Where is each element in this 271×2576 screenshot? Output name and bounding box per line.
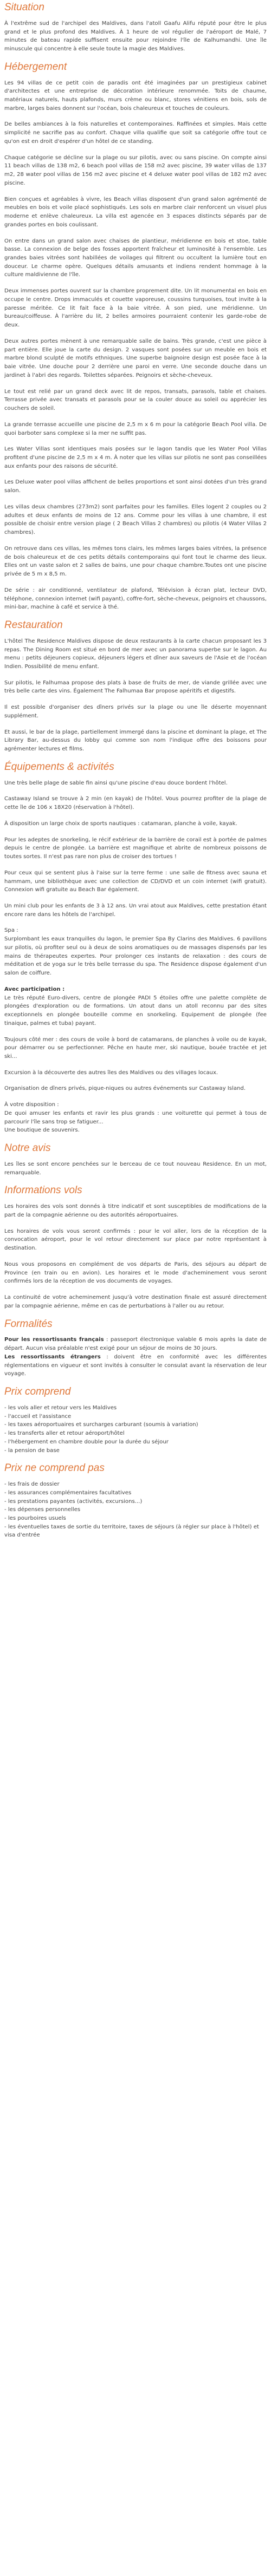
section-restauration: [4, 619, 267, 754]
paragraph: On entre dans un grand salon avec chaises de plantieur, méridienne en bois et stoe, table basse. La connexion de belge des fosses apportent fraîcheur et luminosité à l'ensemble. Les grandes baies vitrées sont habillées de voilages qui filtrent ou occultent la lumière tout en douceur. Le charme opère. Quelques détails amusants et indiens rendent hommage à la culture maldivienne de l'île.: [4, 238, 267, 278]
disposition-text: De quoi amuser les enfants et ravir les plus grands : une voiturette qui permet à tous de parcourir l'île sans trop se fatiguer...: [4, 1110, 267, 1125]
participation-text: Le très réputé Euro-divers, centre de plongée PADI 5 étoiles offre une palette complète de plongées d'exploration ou de formations. Un atout dans un atoll reconnu par des sites exceptionnels en plongée bouteille comme en snorkeling. Equipement de plongée (fee tinaique, palmes et tuba) payant.: [4, 995, 267, 1027]
section-title: Prix ne comprend pas: [4, 1462, 105, 1474]
formalite-text: : doivent être en conformité avec les différentes réglementations en vigueur et sont invités à consulter le consulat avant la réservation de leur voyage.: [4, 1354, 267, 1377]
formalite-text: : passeport électronique valable 6 mois après la date de départ. Aucun visa préalable n'est exigé pour un séjour de moins de 30 jours.: [4, 1337, 267, 1352]
section-title: Notre avis: [4, 1142, 51, 1154]
paragraph: Deux immenses portes ouvrent sur la chambre proprement dite. Un lit monumental en bois en occupe le centre. Drops immaculés et couette vaporeuse, coussins turquoises, tout invite à la paresse méritée. Ce lit fait face à la baie vitrée. À son pied, une méridienne. Un bureau/coiffeuse. À l'arrière du lit, 2 belles armoires pourraient contenir les garde-robe de deux.: [4, 288, 267, 329]
paragraph: Chaque catégorie se décline sur la plage ou sur pilotis, avec ou sans piscine. On compte ainsi 11 beach villas de 138 m2, 6 beach pool villas de 158 m2 avec piscine, 39 water villas de 137 m2, 28 water pool villas de 156 m2 avec piscine et 4 deluxe water pool villas de 182 m2 avec piscine.: [4, 154, 267, 186]
section-title: Formalités: [4, 1318, 53, 1330]
paragraph: La grande terrasse accueille une piscine de 2,5 m x 6 m pour la catégorie Beach Pool villa. De quoi barboter sans complexe si la mer ne suffit pas.: [4, 421, 267, 436]
paragraph: Les horaires de vols vous seront confirmés : pour le vol aller, lors de la réception de la convocation aéroport, pour le vol retour directement sur place par notre représentant à destination.: [4, 1228, 267, 1252]
section-equipements: [4, 761, 267, 1135]
section-title: Hébergement: [4, 61, 67, 73]
list-item: - les vols aller et retour vers les Maldives: [4, 1404, 267, 1413]
section-title: Prix comprend: [4, 1386, 71, 1398]
paragraph: Les îles se sont encore penchées sur le berceau de ce tout nouveau Residence. En un mot, remarquable.: [4, 1161, 267, 1176]
paragraph: Les 94 villas de ce petit coin de paradis ont été imaginées par un prestigieux cabinet d'architectes et une entreprise de décoration intérieure renommée. Toits de chaume, matériaux naturels, hauts plafonds, murs crème ou blanc, stores vénitiens en bois, sols de marbre, larges baies donnent sur l'océan, bois chaleureux et touches de couleurs.: [4, 80, 267, 112]
list-item: - les pourboires usuels: [4, 1514, 267, 1523]
paragraph: Les horaires des vols sont donnés à titre indicatif et sont susceptibles de modifications de la part de la compagnie aérienne ou des autorités aéroportuaires.: [4, 1204, 267, 1218]
paragraph: Sur pilotis, le Falhumaa propose des plats à base de fruits de mer, de viande grillée avec une très belle carte des vins. Également The Falhumaa Bar propose apéritifs et digestifs.: [4, 679, 267, 695]
spa-block: [4, 926, 267, 977]
list-item: - les transferts aller et retour aéroport/hôtel: [4, 1429, 267, 1438]
list-item: - les prestations payantes (activités, excursions...): [4, 1498, 267, 1506]
participation-label: Avec participation :: [4, 986, 65, 992]
paragraph: Nous vous proposons en complément de vos départs de Paris, des séjours au départ de Province (en train ou en avion). Les horaires et le mode d'acheminement vous seront confirmés lors de la réception de vos documents de voyages.: [4, 1261, 267, 1285]
paragraph: Les Water Villas sont identiques mais posées sur le lagon tandis que les Water Pool Villas profitent d'une piscine de 2,5 m x 4 m. À noter que les villas sur pilotis ne sont pas conseillées aux enfants pour des raisons de sécurité.: [4, 446, 267, 469]
list-item: - les assurances complémentaires facultatives: [4, 1489, 267, 1498]
list-item: - la pension de base: [4, 1447, 267, 1455]
section-title: Informations vols: [4, 1185, 82, 1197]
spa-label: Spa :: [4, 927, 18, 934]
paragraph: Les villas deux chambres (273m2) sont parfaites pour les familles. Elles logent 2 couples ou 2 adultes et deux enfants de moins de 12 ans. Comme pour les villas à une chambre, il est possible de choisir entre version plage ( 2 Beach Villas 2 chambres) ou pilotis (4 Water Villas 2 chambres).: [4, 504, 267, 536]
section-prix-comprend: [4, 1386, 267, 1455]
list-item: - les frais de dossier: [4, 1480, 267, 1489]
formalite-label: Pour les ressortissants français: [4, 1337, 104, 1343]
bullet-list: [4, 1404, 267, 1455]
paragraph: Excursion à la découverte des autres îles des Maldives ou des villages locaux.: [4, 1069, 218, 1076]
paragraph: De belles ambiances à la fois naturelles et contemporaines. Raffinées et simples. Mais cette simplicité ne sacrifie pas au confort. Chaque villa qualifie que soit sa catégorie offre tout ce qu'on est en droit d'espérer d'un hôtel de ce standing.: [4, 121, 267, 145]
participation-block: [4, 985, 267, 1028]
spa-text: Surplombant les eaux tranquilles du lagon, le premier Spa By Clarins des Maldives. 6 pavillons sur pilotis, où profiter seul ou à deux de soins aromatiques ou de massages dispensés par les mains de thérapeutes expertes. Pour prolonger ces instants de relaxation : des cours de méditation et de yoga sur le très belle terrasse du spa. The Residence dispose également d'un salon de coiffure.: [4, 936, 267, 977]
section-hebergement: [4, 61, 267, 612]
paragraph: Et aussi, le bar de la plage, partiellement immergé dans la piscine et dominant la plage, et The Library Bar, au-dessus du lobby qui comme son nom l'indique offre des boissons pour agrémenter lectures et films.: [4, 729, 267, 753]
list-item: - les éventuelles taxes de sortie du territoire, taxes de séjours (à régler sur place à l'hôtel) et visa d'entrée: [4, 1523, 267, 1540]
section-formalites: [4, 1318, 267, 1378]
paragraph: La continuité de votre acheminement jusqu'à votre destination finale est assuré directement par la compagnie aérienne, même en cas de perturbations à l'aller ou au retour.: [4, 1294, 267, 1309]
paragraph: L'hôtel The Residence Maldives dispose de deux restaurants à la carte chacun proposant les 3 repas. The Dining Room est situé en bord de mer avec un panorama superbe sur le lagon. Au menu : petits déjeuners copieux, déjeuners légers et dîner aux saveurs de l'Asie et de l'océan Indien. Possibilité de menu enfant.: [4, 638, 267, 670]
paragraph: De série : air conditionné, ventilateur de plafond, Télévision à écran plat, lecteur DVD, téléphone, connexion internet (wifi payant), coffre-fort, sèche-cheveux, peignoirs et chaussons, mini-bar, machine à café et service à thé.: [4, 587, 267, 611]
section-informations-vols: [4, 1185, 267, 1310]
paragraph: À disposition un large choix de sports nautiques : catamaran, planche à voile, kayak.: [4, 820, 237, 827]
section-title: Restauration: [4, 619, 63, 631]
paragraph: À l'extrême sud de l'archipel des Maldives, dans l'atoll Gaafu Alifu réputé pour être le plus grand et le plus profond des Maldives. À 1 heure de vol régulier de l'aéroport de Malé, 7 minutes de bateau rapide suffisent ensuite pour rejoindre l'île de Kalhumandhi. Une île minuscule qui concentre à elle seule toute la magie des Maldives.: [4, 20, 267, 52]
formalite-label: Les ressortissants étrangers: [4, 1354, 101, 1360]
section-prix-ne-comprend: [4, 1462, 267, 1540]
section-notre-avis: [4, 1142, 267, 1177]
bullet-list: [4, 1480, 267, 1540]
paragraph: On retrouve dans ces villas, les mêmes tons clairs, les mêmes larges baies vitrées, la présence de bois chaleureux et de ces petits détails contemporains qui font tout le charme des lieux. Elles ont un vaste salon et 2 salles de bains, une pour chaque chambre.Toutes ont une piscine privée de 5 m x 8,5 m.: [4, 545, 267, 578]
disposition-block: [4, 1101, 267, 1135]
list-item: - les taxes aéroportuaires et surcharges carburant (soumis à variation): [4, 1421, 267, 1429]
section-title: Équipements & activités: [4, 761, 114, 773]
list-item: - l'hébergement en chambre double pour la durée du séjour: [4, 1438, 267, 1447]
paragraph: Il est possible d'organiser des dîners privés sur la plage ou une île déserte moyennant supplément.: [4, 704, 267, 719]
paragraph: Un mini club pour les enfants de 3 à 12 ans. Un vrai atout aux Maldives, cette prestation étant encore rare dans les hôtels de l'archipel.: [4, 903, 267, 918]
formalite-item: [4, 1353, 267, 1378]
paragraph: Les Deluxe water pool villas affichent de belles proportions et sont ainsi dotées d'un très grand salon.: [4, 479, 267, 494]
list-item: - l'accueil et l'assistance: [4, 1413, 267, 1421]
list-item: - les dépenses personnelles: [4, 1506, 267, 1514]
paragraph: Deux autres portes mènent à une remarquable salle de bains. Très grande, c'est une pièce à part entière. Elle joue la carte du design. 2 vasques sont posées sur un meuble en bois et marbre blond sculpté de motifs ethniques. Une superbe baignoire design est posée face à la baie vitrée. Une douche pour 2 derrière une paroi en verre. Une seconde douche dans un jardinet à l'abri des regards. Toilettes séparées. Peignoirs et sèche-cheveux.: [4, 338, 267, 378]
paragraph: Pour ceux qui se sentent plus à l'aise sur la terre ferme : une salle de fitness avec sauna et hammam, une bibliothèque avec une collection de CD/DVD et un coin internet (wifi gratuit). Connexion wifi gratuite au Beach Bar également.: [4, 869, 267, 893]
paragraph: Une très belle plage de sable fin ainsi qu'une piscine d'eau douce bordent l'hôtel.: [4, 780, 228, 786]
paragraph: Le tout est relié par un grand deck avec lit de repos, transats, parasols, table et chaises. Terrasse privée avec transats et parasols pour se la couler douce au soleil ou apprécier les couchers de soleil.: [4, 388, 267, 412]
closing-text: Une boutique de souvenirs.: [4, 1127, 80, 1134]
paragraph: Bien conçues et agréables à vivre, les Beach villas disposent d'un grand salon agrémenté de meubles en bois et voile placé sophistiqués. Les sols en marbre clair renforcent un visuel plus moderne et enlève chaleureux. La villa est agencée en 3 espaces distincts séparés par de grandes portes en bois coulissant.: [4, 196, 267, 228]
section-title: Situation: [4, 2, 44, 13]
paragraph: Castaway Island se trouve à 2 min (en kayak) de l'hôtel. Vous pourrez profiter de la plage de cette île de 106 x 18X20 (réservation à l'hôtel).: [4, 796, 267, 811]
formalite-item: [4, 1336, 267, 1352]
paragraph: Pour les adeptes de snorkeling, le récif extérieur de la barrière de corail est à portée de palmes depuis le centre de plongée. La barrière est magnifique et abrite de nombreux poissons de toutes sortes. Il n'est pas rare non plus de croiser des tortues !: [4, 836, 267, 860]
disposition-label: À votre disposition :: [4, 1102, 59, 1108]
paragraph: Organisation de dîners privés, pique-niques ou autres événements sur Castaway Island.: [4, 1086, 246, 1092]
section-situation: [4, 2, 267, 54]
paragraph: Toujours côté mer : des cours de voile à bord de catamarans, de planches à voile ou de kayak, pour démarrer ou se perfectionner. Pêche en haute mer, ski nautique, bouée tractée et jet ski...: [4, 1036, 267, 1060]
